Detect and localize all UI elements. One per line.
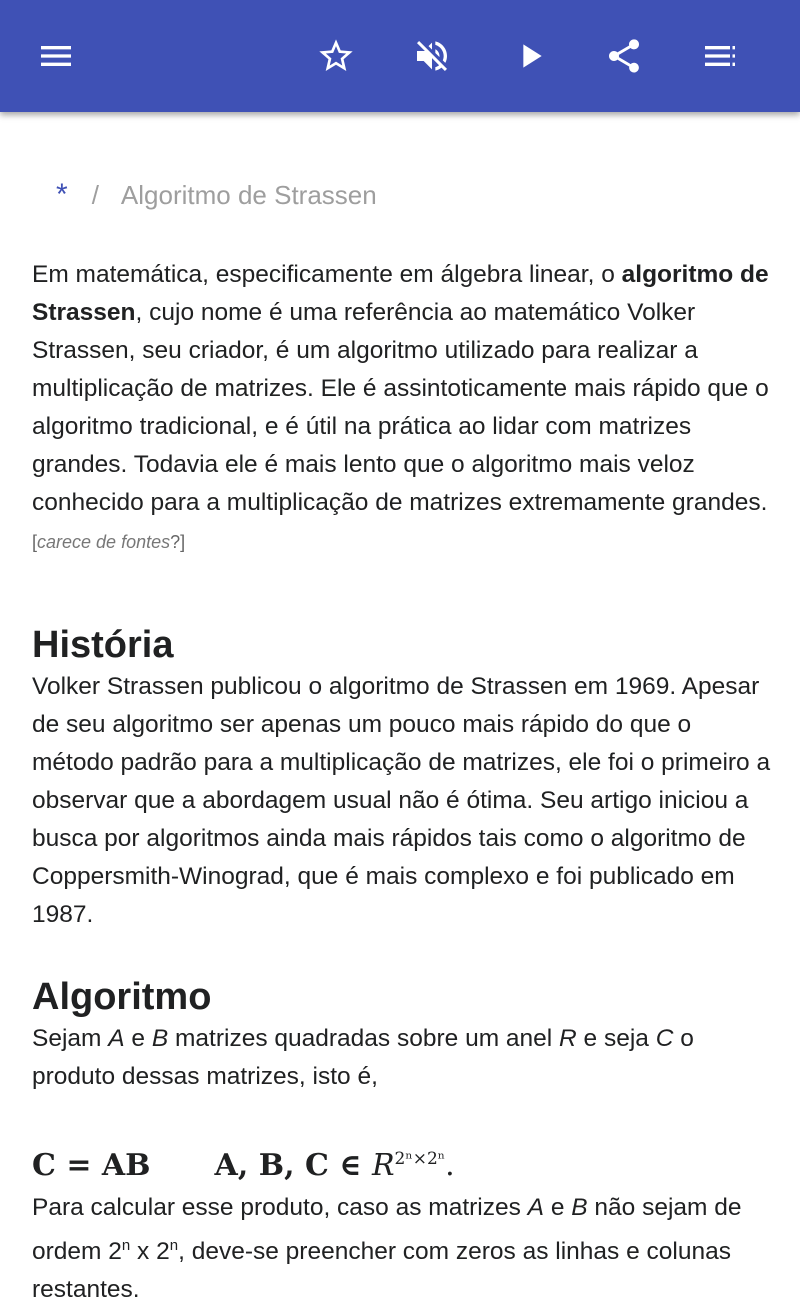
breadcrumb-home[interactable]: * bbox=[56, 178, 68, 211]
historia-paragraph: Volker Strassen publicou o algoritmo de Strassen em 1969. Apesar de seu algoritmo ser apenas um pouco mais rápido do que o método padrão para a multiplicação de matrizes, ele foi o primeiro a observar que a abordagem usual não é ótima. Seu artigo iniciou a busca por algoritmos ainda mais rápidos tais como o algoritmo de Coppersmith-Winograd, que é mais complexo e foi publicado em 1987. bbox=[32, 673, 771, 928]
star-icon[interactable] bbox=[308, 28, 364, 84]
citation-needed[interactable]: [carece de fontes?] bbox=[32, 532, 186, 552]
intro-paragraph bbox=[32, 256, 772, 574]
breadcrumb-separator: / bbox=[91, 180, 99, 210]
section-heading-algoritmo: Algoritmo bbox=[32, 976, 212, 1018]
intro-bold-term: algoritmo de Strassen bbox=[32, 261, 769, 326]
list-icon[interactable] bbox=[692, 28, 748, 84]
algoritmo-paragraph: Sejam A e B matrizes quadradas sobre um anel R e seja C o produto dessas matrizes, isto é, bbox=[32, 1025, 694, 1090]
app-toolbar bbox=[0, 0, 800, 112]
volume-off-icon[interactable] bbox=[404, 28, 460, 84]
math-formula: C = AB A, B, C ∈ $R^{2^n\times 2^n}$. bbox=[32, 1148, 455, 1183]
breadcrumb-current: Algoritmo de Strassen bbox=[120, 180, 377, 210]
intro-text-2: , cujo nome é uma referência ao matemático Volker Strassen, seu criador, é um algoritmo utilizado para realizar a multiplicação de matrizes. Ele é assintoticamente mais rápido que o algoritmo tradicional, e é útil na prática ao lidar com matrizes grandes. Todavia ele é mais lento que o algoritmo mais veloz conhecido para a multiplicação de matrizes extremamente grandes. bbox=[32, 299, 769, 516]
ordem-paragraph: Para calcular esse produto, caso as matrizes A e B não sejam de ordem 2$^n$ x 2$^n$, deve-se preencher com zeros as linhas e colunas restantes. bbox=[32, 1194, 742, 1304]
intro-text-1: Em matemática, especificamente em álgebra linear, o bbox=[32, 261, 622, 288]
breadcrumb bbox=[56, 178, 377, 212]
article-content bbox=[32, 256, 772, 1309]
play-icon[interactable] bbox=[502, 28, 558, 84]
section-heading-historia: História bbox=[32, 624, 174, 666]
menu-icon[interactable] bbox=[28, 28, 84, 84]
share-icon[interactable] bbox=[596, 28, 652, 84]
